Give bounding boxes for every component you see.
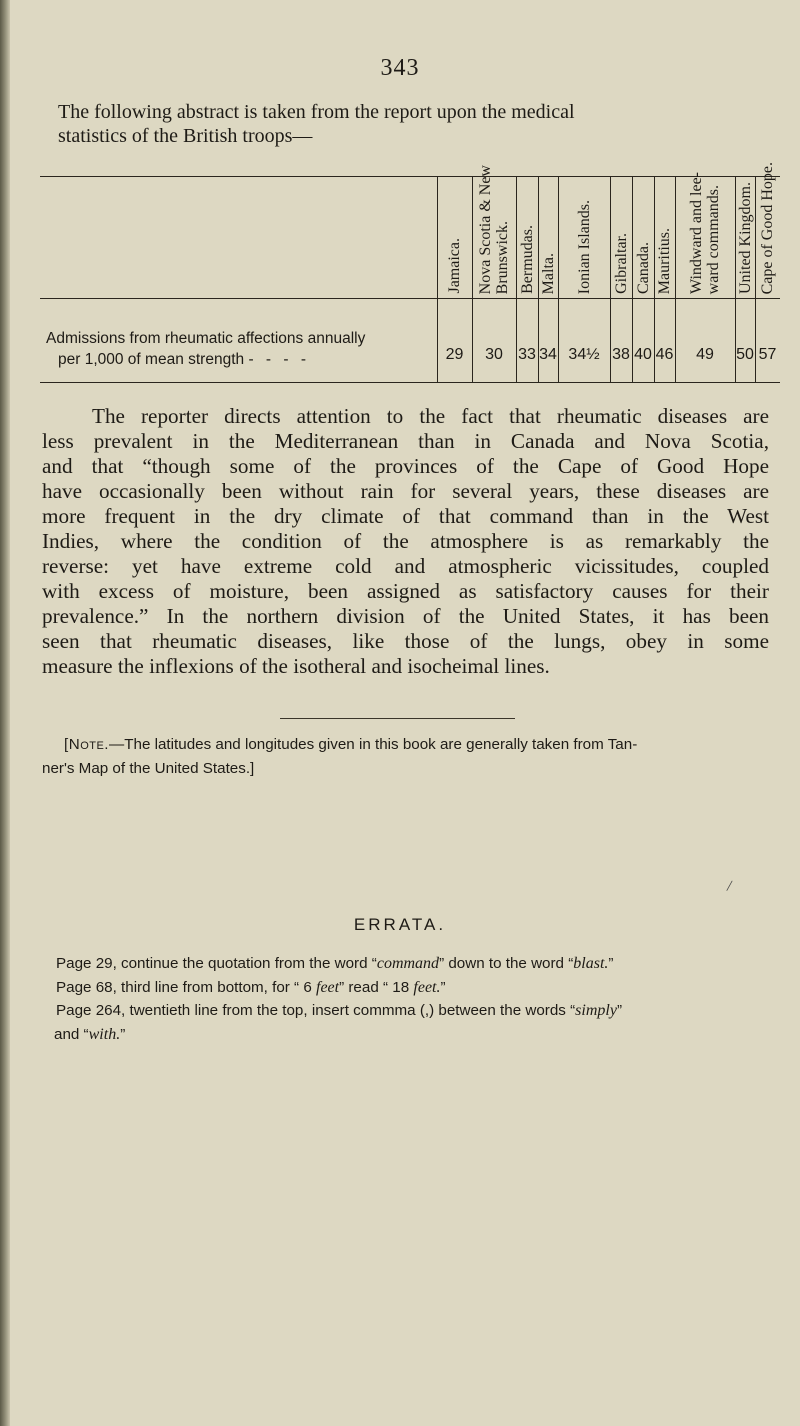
table-cell: 49 — [696, 346, 714, 363]
column-header: Ionian Islands. — [575, 199, 593, 294]
table-cell: 50 — [736, 346, 754, 363]
body-line: The reporter directs attention to the fact that rheumatic diseases are — [92, 404, 769, 428]
column-header: Bermudas. — [518, 225, 536, 294]
column-header: Malta. — [539, 252, 557, 294]
column-header: Canada. — [634, 242, 652, 294]
errata-item: Page 68, third line from bottom, for “ 6 feet” read “ 18 feet.” — [56, 978, 446, 996]
body-line: less prevalent in the Mediterranean than in Canada and Nova Scotia, — [42, 429, 769, 453]
body-line: more frequent in the dry climate of that command than in the West — [42, 504, 769, 528]
table-cell: 40 — [634, 346, 652, 363]
table-cell: 34 — [539, 346, 557, 363]
column-header: Cape of Good Hope. — [759, 161, 776, 294]
body-line: measure the inflexions of the isotheral and isocheimal lines. — [42, 654, 550, 678]
body-line: have occasionally been without rain for several years, these diseases are — [42, 479, 769, 503]
intro-line: statistics of the British troops— — [58, 125, 313, 147]
column-header: Gibraltar. — [612, 233, 630, 294]
table-cell: 29 — [445, 346, 464, 363]
column-header: United Kingdom. — [736, 182, 754, 294]
column-header: Windward and lee- ward commands. — [688, 172, 722, 294]
table-bottom-rule — [40, 382, 780, 383]
body-paragraph — [42, 404, 769, 679]
column-header: Mauritius. — [656, 227, 673, 294]
table-header-rule — [40, 298, 780, 299]
table-top-rule — [40, 176, 780, 177]
body-line: and that “though some of the provinces of the Cape of Good Hope — [42, 454, 769, 478]
row-label: Admissions from rheumatic affections annually per 1,000 of mean strength - - - - — [46, 330, 366, 368]
column-header: Nova Scotia & New Brunswick. — [477, 164, 511, 294]
errata-title: ERRATA. — [353, 915, 447, 934]
body-line: Indies, where the condition of the atmosphere is as remarkably the — [42, 529, 769, 553]
body-line: prevalence.” In the northern division of the United States, it has been — [42, 604, 769, 628]
table-cell: 38 — [612, 346, 630, 363]
body-line: with excess of moisture, been assigned as satisfactory causes for their — [42, 579, 769, 603]
errata-item: Page 29, continue the quotation from the word “command” down to the word “blast.” — [56, 955, 614, 972]
book-spine-shadow — [0, 0, 10, 1426]
body-line: seen that rheumatic diseases, like those of the lungs, obey in some — [42, 629, 769, 653]
table-cell: 33 — [518, 346, 536, 363]
body-line: reverse: yet have extreme cold and atmospheric vicissitudes, coupled — [42, 554, 769, 578]
table-cell: 46 — [655, 346, 674, 363]
stray-mark: / — [725, 877, 733, 896]
table-cell: 34½ — [568, 346, 600, 363]
note-label: [Note. — [64, 736, 110, 753]
errata-item: Page 264, twentieth line from the top, insert commma (,) between the words “simply” — [56, 1002, 622, 1019]
page-number: 343 — [380, 55, 420, 81]
footnote: [Note.—The latitudes and longitudes given in this book are generally taken from Tan- ner's Map of the United States.] — [42, 736, 638, 777]
errata-list — [56, 952, 776, 1046]
table-cell: 57 — [758, 346, 777, 363]
intro-line: The following abstract is taken from the report upon the medical — [58, 101, 575, 123]
section-divider — [280, 718, 515, 719]
table-cell: 30 — [485, 346, 503, 363]
column-header: Jamaica. — [446, 238, 463, 294]
errata-item-continuation: and “with.” — [54, 1025, 126, 1043]
intro-paragraph — [58, 100, 773, 148]
